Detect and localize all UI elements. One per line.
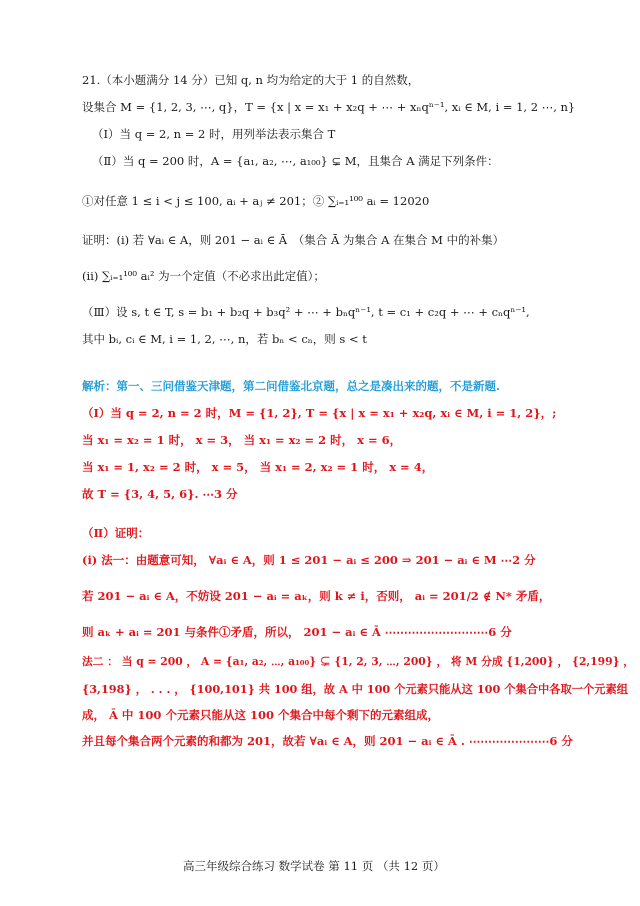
analysis-part-2-method-2-line-2: {3,198} ， . . . ， {100,101} 共 100 组，故 A 中 100 个元素只能从这 100 个集合中各取一个元素组 [82, 682, 628, 696]
question-part-3: （Ⅲ）设 s, t ∈ T, s = b₁ + b₂q + b₃q² + ⋯ + bₙqⁿ⁻¹, t = c₁ + c₂q + ⋯ + cₙqⁿ⁻¹, [82, 305, 530, 319]
page-footer: 高三年级综合练习 数学试卷 第 11 页 （共 12 页） [183, 859, 445, 873]
analysis-part-1-line-4: 故 T = {3, 4, 5, 6}. ⋯3 分 [82, 487, 238, 501]
analysis-intro: 解析：第一、三问借鉴天津题，第二问借鉴北京题，总之是凑出来的题，不是新题. [82, 379, 500, 393]
analysis-part-1-line-2: 当 x₁ = x₂ = 1 时， x = 3， 当 x₁ = x₂ = 2 时， x = 6， [82, 433, 402, 447]
question-header: 21.（本小题满分 14 分）已知 q, n 均为给定的大于 1 的自然数， [82, 73, 420, 87]
analysis-part-2-method-2-line-1: 法二 ： 当 q = 200 ， A = {a₁, a₂, ⋯, a₁₀₀} ⊊ {1, 2, 3, ⋯, 200} ， 将 M 分成 {1,200} ， {2,199} ， [82, 655, 635, 668]
analysis-part-2-method-2-line-4: 并且每个集合两个元素的和都为 201，故若 ∀aᵢ ∈ A，则 201 − aᵢ ∈ Ā . ⋯⋯⋯⋯⋯⋯⋯6 分 [82, 734, 573, 748]
question-prove-ii: (ⅱ) ∑ᵢ₌₁¹⁰⁰ aᵢ² 为一个定值（不必求出此定值）； [82, 269, 325, 283]
analysis-part-2-method-1-line-3: 则 aₖ + aᵢ = 201 与条件①矛盾，所以， 201 − aᵢ ∈ Ā ⋯⋯⋯⋯⋯⋯⋯⋯⋯6 分 [82, 625, 512, 639]
question-conditions: ①对任意 1 ≤ i < j ≤ 100, aᵢ + aⱼ ≠ 201；② ∑ᵢ₌₁¹⁰⁰ aᵢ = 12020 [82, 194, 430, 208]
question-part-3-continued: 其中 bᵢ, cᵢ ∈ M, i = 1, 2, ⋯, n，若 bₙ < cₙ，则 s < t [82, 332, 367, 346]
question-part-2: （Ⅱ）当 q = 200 时，A = {a₁, a₂, ⋯, a₁₀₀} ⊊ M，且集合 A 满足下列条件： [92, 154, 499, 168]
question-set-definition: 设集合 M = {1, 2, 3, ⋯, q}，T = {x | x = x₁ + x₂q + ⋯ + xₙqⁿ⁻¹, xᵢ ∈ M, i = 1, 2 ⋯, n} [82, 100, 576, 114]
question-part-1: （Ⅰ）当 q = 2, n = 2 时，用列举法表示集合 T [92, 127, 336, 141]
analysis-part-2-title: （Ⅱ）证明： [82, 526, 150, 540]
analysis-part-1-line-3: 当 x₁ = 1, x₂ = 2 时， x = 5， 当 x₁ = 2, x₂ = 1 时， x = 4， [82, 460, 434, 474]
question-prove-i: 证明：(ⅰ) 若 ∀aᵢ ∈ A，则 201 − aᵢ ∈ Ā （集合 Ā 为集合 A 在集合 M 中的补集） [82, 233, 505, 247]
analysis-part-2-method-1-line-1: (ⅰ) 法一：由题意可知， ∀aᵢ ∈ A，则 1 ≤ 201 − aᵢ ≤ 200 ⇒ 201 − aᵢ ∈ M ⋯2 分 [82, 553, 536, 567]
analysis-part-2-method-1-line-2: 若 201 − aᵢ ∈ A，不妨设 201 − aᵢ = aₖ，则 k ≠ i，否则， aᵢ = 201/2 ∉ N* 矛盾， [82, 589, 551, 603]
analysis-part-2-method-2-line-3: 成， Ā 中 100 个元素只能从这 100 个集合中每个剩下的元素组成， [82, 708, 439, 722]
analysis-part-1-line-1: （Ⅰ）当 q = 2, n = 2 时，M = {1, 2}, T = {x | x = x₁ + x₂q, xᵢ ∈ M, i = 1, 2}，; [82, 406, 557, 420]
